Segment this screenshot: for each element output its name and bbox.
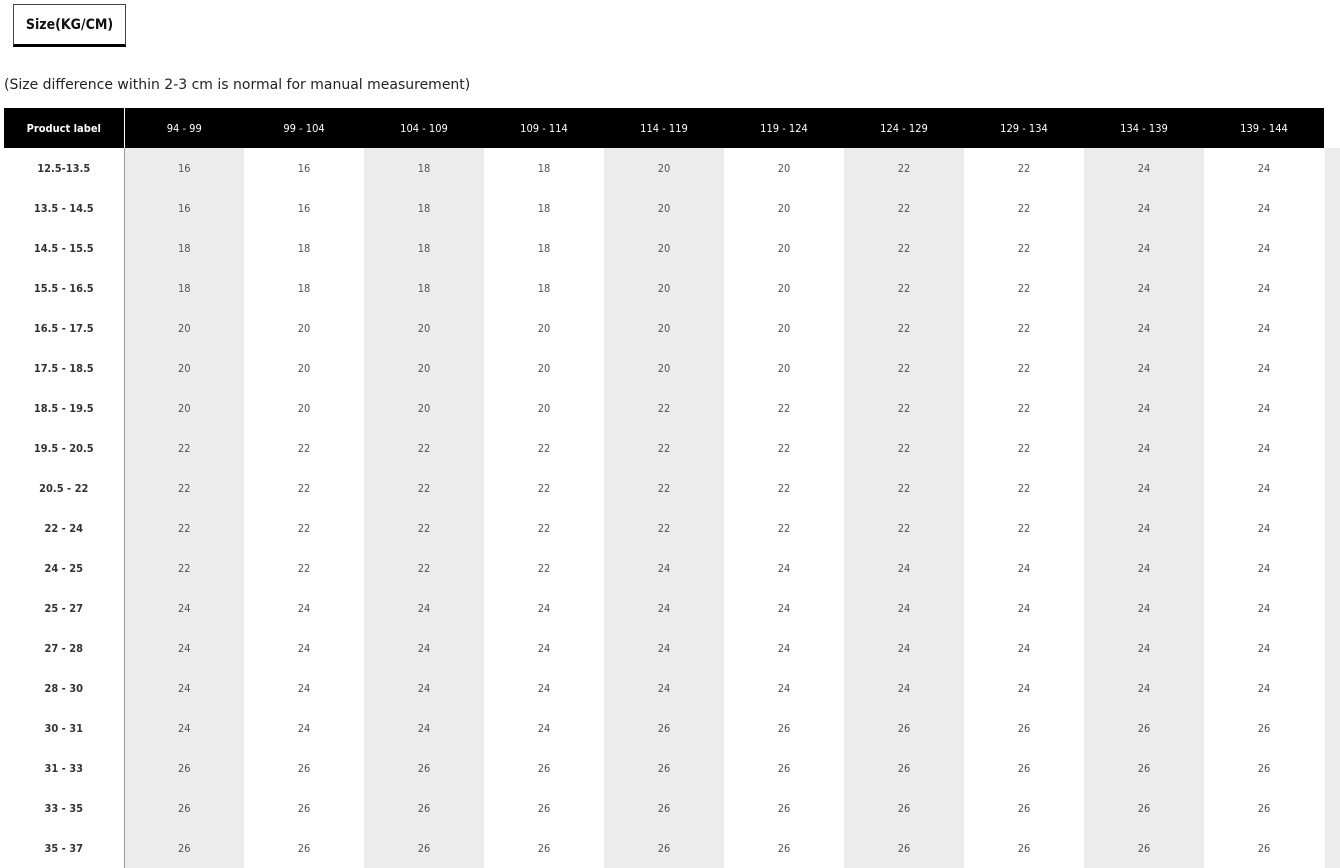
table-cell: 20 [604, 188, 724, 228]
table-row [4, 188, 1324, 228]
table-cell: 22 [124, 468, 244, 508]
table-cell: 24 [1084, 468, 1204, 508]
table-cell: 20 [724, 348, 844, 388]
table-cell: 20 [484, 388, 604, 428]
table-cell: 22 [724, 388, 844, 428]
row-label: 28 - 30 [4, 668, 124, 708]
table-cell: 24 [844, 548, 964, 588]
table-cell: 26 [244, 828, 364, 868]
table-cell: 24 [1204, 148, 1324, 188]
table-row [4, 508, 1324, 548]
table-cell: 18 [364, 228, 484, 268]
table-cell: 18 [124, 268, 244, 308]
row-label: 20.5 - 22 [4, 468, 124, 508]
table-cell: 26 [1204, 748, 1324, 788]
table-cell: 22 [844, 308, 964, 348]
table-cell: 26 [1084, 788, 1204, 828]
table-cell: 22 [964, 228, 1084, 268]
table-cell: 26 [124, 748, 244, 788]
table-cell: 22 [364, 468, 484, 508]
table-cell: 26 [1204, 788, 1324, 828]
table-cell: 22 [964, 308, 1084, 348]
row-label: 27 - 28 [4, 628, 124, 668]
table-row [4, 788, 1324, 828]
column-header: 99 - 104 [244, 108, 364, 148]
table-cell: 24 [964, 668, 1084, 708]
table-cell: 22 [244, 548, 364, 588]
table-cell: 18 [484, 148, 604, 188]
table-cell: 24 [964, 548, 1084, 588]
table-cell: 26 [604, 828, 724, 868]
table-cell: 16 [244, 148, 364, 188]
table-cell: 24 [1204, 668, 1324, 708]
row-label: 17.5 - 18.5 [4, 348, 124, 388]
table-cell: 22 [484, 468, 604, 508]
column-header: 119 - 124 [724, 108, 844, 148]
table-cell: 24 [964, 628, 1084, 668]
table-cell: 22 [244, 468, 364, 508]
table-body [4, 148, 1324, 868]
table-cell: 18 [484, 268, 604, 308]
table-cell: 24 [124, 668, 244, 708]
table-cell: 18 [484, 188, 604, 228]
table-cell: 24 [1084, 668, 1204, 708]
table-cell: 26 [724, 748, 844, 788]
table-cell: 24 [1204, 628, 1324, 668]
size-table-container [4, 108, 1340, 868]
table-cell: 22 [604, 388, 724, 428]
table-cell: 24 [844, 628, 964, 668]
table-cell: 24 [364, 628, 484, 668]
table-cell: 24 [244, 628, 364, 668]
table-cell: 18 [124, 228, 244, 268]
table-cell: 18 [364, 188, 484, 228]
table-cell: 22 [844, 348, 964, 388]
table-cell: 24 [244, 708, 364, 748]
table-cell: 24 [1084, 428, 1204, 468]
table-row [4, 548, 1324, 588]
table-cell: 22 [844, 188, 964, 228]
table-cell: 26 [724, 828, 844, 868]
row-label: 35 - 37 [4, 828, 124, 868]
table-row [4, 228, 1324, 268]
row-label: 33 - 35 [4, 788, 124, 828]
table-cell: 24 [484, 708, 604, 748]
table-cell: 20 [724, 148, 844, 188]
table-cell: 26 [244, 748, 364, 788]
column-header: 94 - 99 [124, 108, 244, 148]
table-cell: 20 [604, 308, 724, 348]
table-cell: 26 [1084, 748, 1204, 788]
table-row [4, 748, 1324, 788]
table-cell: 24 [1204, 548, 1324, 588]
table-cell: 22 [964, 508, 1084, 548]
table-cell: 26 [604, 748, 724, 788]
table-cell: 20 [124, 388, 244, 428]
table-cell: 22 [964, 388, 1084, 428]
table-cell: 24 [844, 668, 964, 708]
table-cell: 26 [844, 748, 964, 788]
table-cell: 26 [364, 828, 484, 868]
table-cell: 18 [364, 148, 484, 188]
table-cell: 22 [484, 508, 604, 548]
table-cell: 26 [1084, 828, 1204, 868]
table-cell: 22 [484, 428, 604, 468]
table-cell: 26 [1204, 708, 1324, 748]
table-cell: 26 [604, 708, 724, 748]
table-cell: 22 [964, 348, 1084, 388]
table-row [4, 668, 1324, 708]
table-cell: 24 [844, 588, 964, 628]
table-cell: 22 [244, 428, 364, 468]
table-cell: 20 [604, 228, 724, 268]
table-cell: 24 [1084, 508, 1204, 548]
table-cell: 22 [844, 508, 964, 548]
table-row [4, 308, 1324, 348]
table-row [4, 708, 1324, 748]
table-cell: 24 [1204, 348, 1324, 388]
table-cell: 22 [844, 228, 964, 268]
table-cell: 22 [604, 428, 724, 468]
table-cell: 24 [1204, 188, 1324, 228]
table-cell: 22 [964, 148, 1084, 188]
table-cell: 24 [1204, 468, 1324, 508]
table-cell: 24 [1084, 308, 1204, 348]
table-cell: 20 [604, 348, 724, 388]
table-cell: 24 [724, 548, 844, 588]
table-cell: 20 [364, 388, 484, 428]
table-row [4, 828, 1324, 868]
table-cell: 16 [124, 148, 244, 188]
table-cell: 26 [364, 748, 484, 788]
table-cell: 24 [124, 588, 244, 628]
table-cell: 22 [844, 388, 964, 428]
table-cell: 26 [964, 828, 1084, 868]
table-cell: 20 [124, 348, 244, 388]
table-row [4, 468, 1324, 508]
table-cell: 24 [724, 628, 844, 668]
column-header: 114 - 119 [604, 108, 724, 148]
size-table [4, 108, 1325, 868]
table-cell: 22 [364, 508, 484, 548]
table-cell: 20 [484, 308, 604, 348]
table-row [4, 348, 1324, 388]
table-cell: 24 [1084, 228, 1204, 268]
table-cell: 20 [484, 348, 604, 388]
table-cell: 24 [1084, 148, 1204, 188]
table-cell: 26 [484, 828, 604, 868]
row-label: 30 - 31 [4, 708, 124, 748]
table-cell: 24 [484, 668, 604, 708]
row-label: 22 - 24 [4, 508, 124, 548]
table-cell: 24 [484, 628, 604, 668]
table-cell: 24 [1084, 588, 1204, 628]
table-cell: 26 [1204, 828, 1324, 868]
table-row [4, 428, 1324, 468]
table-cell: 24 [244, 588, 364, 628]
table-cell: 22 [844, 148, 964, 188]
table-cell: 24 [604, 668, 724, 708]
table-row [4, 628, 1324, 668]
table-cell: 22 [964, 188, 1084, 228]
table-cell: 22 [364, 548, 484, 588]
table-cell: 26 [964, 748, 1084, 788]
table-cell: 24 [484, 588, 604, 628]
table-row [4, 148, 1324, 188]
table-cell: 20 [724, 308, 844, 348]
table-cell: 18 [244, 228, 364, 268]
table-header-row [4, 108, 1324, 148]
table-cell: 20 [724, 188, 844, 228]
table-cell: 26 [964, 788, 1084, 828]
table-cell: 26 [484, 788, 604, 828]
table-cell: 24 [1204, 588, 1324, 628]
table-cell: 24 [1084, 548, 1204, 588]
row-label: 25 - 27 [4, 588, 124, 628]
table-cell: 22 [604, 468, 724, 508]
table-cell: 18 [484, 228, 604, 268]
table-cell: 16 [124, 188, 244, 228]
table-cell: 20 [724, 228, 844, 268]
table-cell: 16 [244, 188, 364, 228]
column-header: 134 - 139 [1084, 108, 1204, 148]
column-header: 124 - 129 [844, 108, 964, 148]
table-cell: 24 [124, 708, 244, 748]
table-cell: 26 [1084, 708, 1204, 748]
column-header: 129 - 134 [964, 108, 1084, 148]
column-header: 109 - 114 [484, 108, 604, 148]
table-cell: 20 [364, 348, 484, 388]
table-cell: 20 [724, 268, 844, 308]
table-cell: 20 [364, 308, 484, 348]
table-cell: 24 [1204, 268, 1324, 308]
row-label: 14.5 - 15.5 [4, 228, 124, 268]
table-cell: 20 [244, 308, 364, 348]
table-cell: 22 [724, 468, 844, 508]
table-cell: 26 [844, 828, 964, 868]
table-cell: 22 [244, 508, 364, 548]
table-cell: 22 [964, 268, 1084, 308]
table-cell: 24 [724, 668, 844, 708]
row-label: 12.5-13.5 [4, 148, 124, 188]
table-cell: 24 [244, 668, 364, 708]
table-cell: 26 [724, 788, 844, 828]
table-cell: 20 [244, 348, 364, 388]
table-cell: 22 [724, 428, 844, 468]
table-cell: 26 [484, 748, 604, 788]
table-cell: 24 [1204, 428, 1324, 468]
table-cell: 24 [364, 668, 484, 708]
table-cell: 18 [244, 268, 364, 308]
row-label: 31 - 33 [4, 748, 124, 788]
table-cell: 22 [844, 468, 964, 508]
table-cell: 24 [1084, 268, 1204, 308]
table-cell: 22 [364, 428, 484, 468]
table-cell: 26 [364, 788, 484, 828]
table-cell: 22 [724, 508, 844, 548]
table-row [4, 388, 1324, 428]
row-label: 16.5 - 17.5 [4, 308, 124, 348]
table-cell: 22 [124, 428, 244, 468]
row-label: 18.5 - 19.5 [4, 388, 124, 428]
table-cell: 22 [964, 468, 1084, 508]
table-cell: 24 [1084, 388, 1204, 428]
table-cell: 24 [1084, 348, 1204, 388]
table-cell: 24 [1204, 228, 1324, 268]
table-cell: 24 [124, 628, 244, 668]
row-label: 24 - 25 [4, 548, 124, 588]
table-cell: 24 [1204, 388, 1324, 428]
table-row [4, 268, 1324, 308]
table-cell: 24 [964, 588, 1084, 628]
table-cell: 22 [124, 548, 244, 588]
measurement-note: (Size difference within 2-3 cm is normal for manual measurement) [4, 77, 471, 93]
table-cell: 22 [124, 508, 244, 548]
table-cell: 24 [364, 708, 484, 748]
table-cell: 26 [844, 708, 964, 748]
table-cell: 20 [244, 388, 364, 428]
table-cell: 26 [604, 788, 724, 828]
size-tab-bar [13, 4, 126, 47]
table-cell: 22 [844, 428, 964, 468]
table-cell: 26 [964, 708, 1084, 748]
row-label: 13.5 - 14.5 [4, 188, 124, 228]
product-label-header: Product label [4, 108, 124, 148]
table-cell: 22 [484, 548, 604, 588]
table-cell: 24 [364, 588, 484, 628]
table-cell: 20 [604, 268, 724, 308]
table-cell: 24 [1204, 508, 1324, 548]
table-cell: 24 [604, 588, 724, 628]
column-header: 139 - 144 [1204, 108, 1324, 148]
table-cell: 24 [724, 588, 844, 628]
table-row [4, 588, 1324, 628]
table-cell: 24 [1084, 628, 1204, 668]
table-cell: 24 [604, 628, 724, 668]
row-label: 15.5 - 16.5 [4, 268, 124, 308]
size-kg-cm-tab[interactable]: Size(KG/CM) [13, 4, 126, 47]
table-cell: 26 [724, 708, 844, 748]
table-cell: 24 [1084, 188, 1204, 228]
row-label: 19.5 - 20.5 [4, 428, 124, 468]
table-cell: 26 [124, 828, 244, 868]
table-cell: 24 [604, 548, 724, 588]
table-cell: 24 [1204, 308, 1324, 348]
table-cell: 26 [844, 788, 964, 828]
table-cell: 26 [244, 788, 364, 828]
table-cell: 22 [964, 428, 1084, 468]
table-cell: 22 [844, 268, 964, 308]
table-cell: 22 [604, 508, 724, 548]
table-cell: 26 [124, 788, 244, 828]
table-cell: 20 [604, 148, 724, 188]
table-cell: 20 [124, 308, 244, 348]
table-cell: 18 [364, 268, 484, 308]
column-header: 104 - 109 [364, 108, 484, 148]
